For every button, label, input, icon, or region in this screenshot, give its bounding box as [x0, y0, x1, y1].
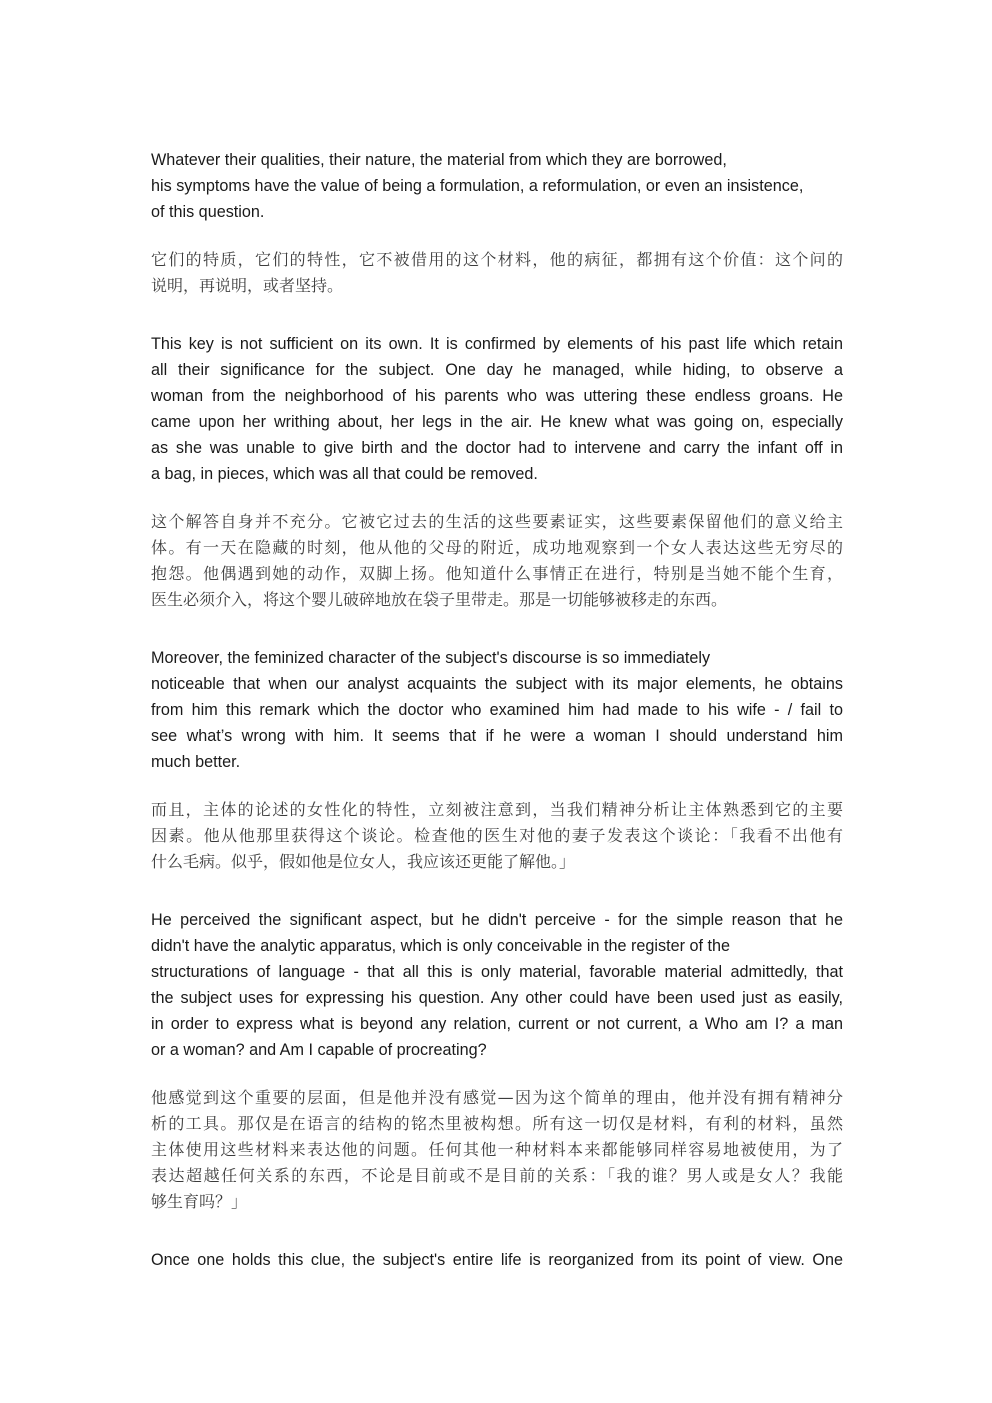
- paragraph-en-1: [151, 147, 843, 225]
- text-line: woman from the neighborhood of his parents who was uttering these endless groans. He: [151, 387, 843, 405]
- text-line: see what’s wrong with him. It seems that if he were a woman I should understand him: [151, 727, 843, 745]
- paragraph-zh-2: [151, 509, 843, 613]
- text-line: noticeable that when our analyst acquaints the subject with its major elements, he obtains: [151, 675, 843, 693]
- text-line: This key is not sufficient on its own. It is confirmed by elements of his past life which retain: [151, 335, 843, 353]
- text-line: Whatever their qualities, their nature, the material from which they are borrowed,: [151, 151, 727, 169]
- text-line: 够生育吗？」: [151, 1192, 248, 1211]
- paragraph-zh-3: [151, 797, 843, 875]
- text-line: of this question.: [151, 203, 265, 221]
- text-line: much better.: [151, 753, 241, 771]
- text-line: 他感觉到这个重要的层面，但是他并没有感觉—因为这个简单的理由，他并没有拥有精神分: [151, 1088, 843, 1107]
- text-line: Moreover, the feminized character of the subject's discourse is so immediately: [151, 649, 711, 667]
- text-line: 而且，主体的论述的女性化的特性，立刻被注意到，当我们精神分析让主体熟悉到它的主要: [151, 800, 843, 819]
- text-line: He perceived the significant aspect, but he didn't perceive - for the simple reason that he: [151, 911, 843, 929]
- text-line: 析的工具。那仅是在语言的结构的铭杰里被构想。所有这一切仅是材料，有利的材料，虽然: [151, 1114, 843, 1133]
- document-page: [151, 147, 843, 1273]
- text-line: didn't have the analytic apparatus, which is only conceivable in the register of the: [151, 937, 730, 955]
- text-line: 什么毛病。似乎，假如他是位女人，我应该还更能了解他。」: [151, 852, 576, 871]
- text-line: 表达超越任何关系的东西，不论是目前或不是目前的关系：「我的谁？男人或是女人？我能: [151, 1166, 843, 1185]
- text-line: as she was unable to give birth and the doctor had to intervene and carry the infant off in: [151, 439, 843, 457]
- paragraph-en-2: [151, 331, 843, 487]
- paragraph-en-5: [151, 1247, 843, 1273]
- text-line: 说明，再说明，或者坚持。: [151, 276, 344, 295]
- text-line: 这个解答自身并不充分。它被它过去的生活的这些要素证实，这些要素保留他们的意义给主: [151, 512, 843, 531]
- text-line: from him this remark which the doctor who examined him had made to his wife - / fail to: [151, 701, 843, 719]
- text-line: in order to express what is beyond any relation, current or not current, a Who am I? a man: [151, 1015, 843, 1033]
- text-line: or a woman? and Am I capable of procreating?: [151, 1041, 487, 1059]
- text-line: all their significance for the subject. One day he managed, while hiding, to observe a: [151, 361, 843, 379]
- text-line: 主体使用这些材料来表达他的问题。任何其他一种材料本来都能够同样容易地被使用，为了: [151, 1140, 843, 1159]
- text-line: the subject uses for expressing his question. Any other could have been used just as easily,: [151, 989, 843, 1007]
- paragraph-zh-4: [151, 1085, 843, 1215]
- text-line: a bag, in pieces, which was all that could be removed.: [151, 465, 538, 483]
- text-line: Once one holds this clue, the subject's entire life is reorganized from its point of view. One: [151, 1251, 843, 1269]
- paragraph-zh-1: [151, 247, 843, 299]
- paragraph-en-3: [151, 645, 843, 775]
- text-line: 它们的特质，它们的特性，它不被借用的这个材料，他的病征，都拥有这个价值：这个问的: [151, 250, 843, 269]
- text-line: 体。有一天在隐藏的时刻，他从他的父母的附近，成功地观察到一个女人表达这些无穷尽的: [151, 538, 843, 557]
- text-line: structurations of language - that all this is only material, favorable material admittedly, that: [151, 963, 843, 981]
- paragraph-en-4: [151, 907, 843, 1063]
- text-line: 抱怨。他偶遇到她的动作，双脚上扬。他知道什么事情正在进行，特别是当她不能个生育，: [151, 564, 843, 583]
- text-line: his symptoms have the value of being a formulation, a reformulation, or even an insistence,: [151, 177, 804, 195]
- text-line: 因素。他从他那里获得这个谈论。检查他的医生对他的妻子发表这个谈论：「我看不出他有: [151, 826, 843, 845]
- text-line: 医生必须介入，将这个婴儿破碎地放在袋子里带走。那是一切能够被移走的东西。: [151, 590, 728, 609]
- text-line: came upon her writhing about, her legs in the air. He knew what was going on, especially: [151, 413, 843, 431]
